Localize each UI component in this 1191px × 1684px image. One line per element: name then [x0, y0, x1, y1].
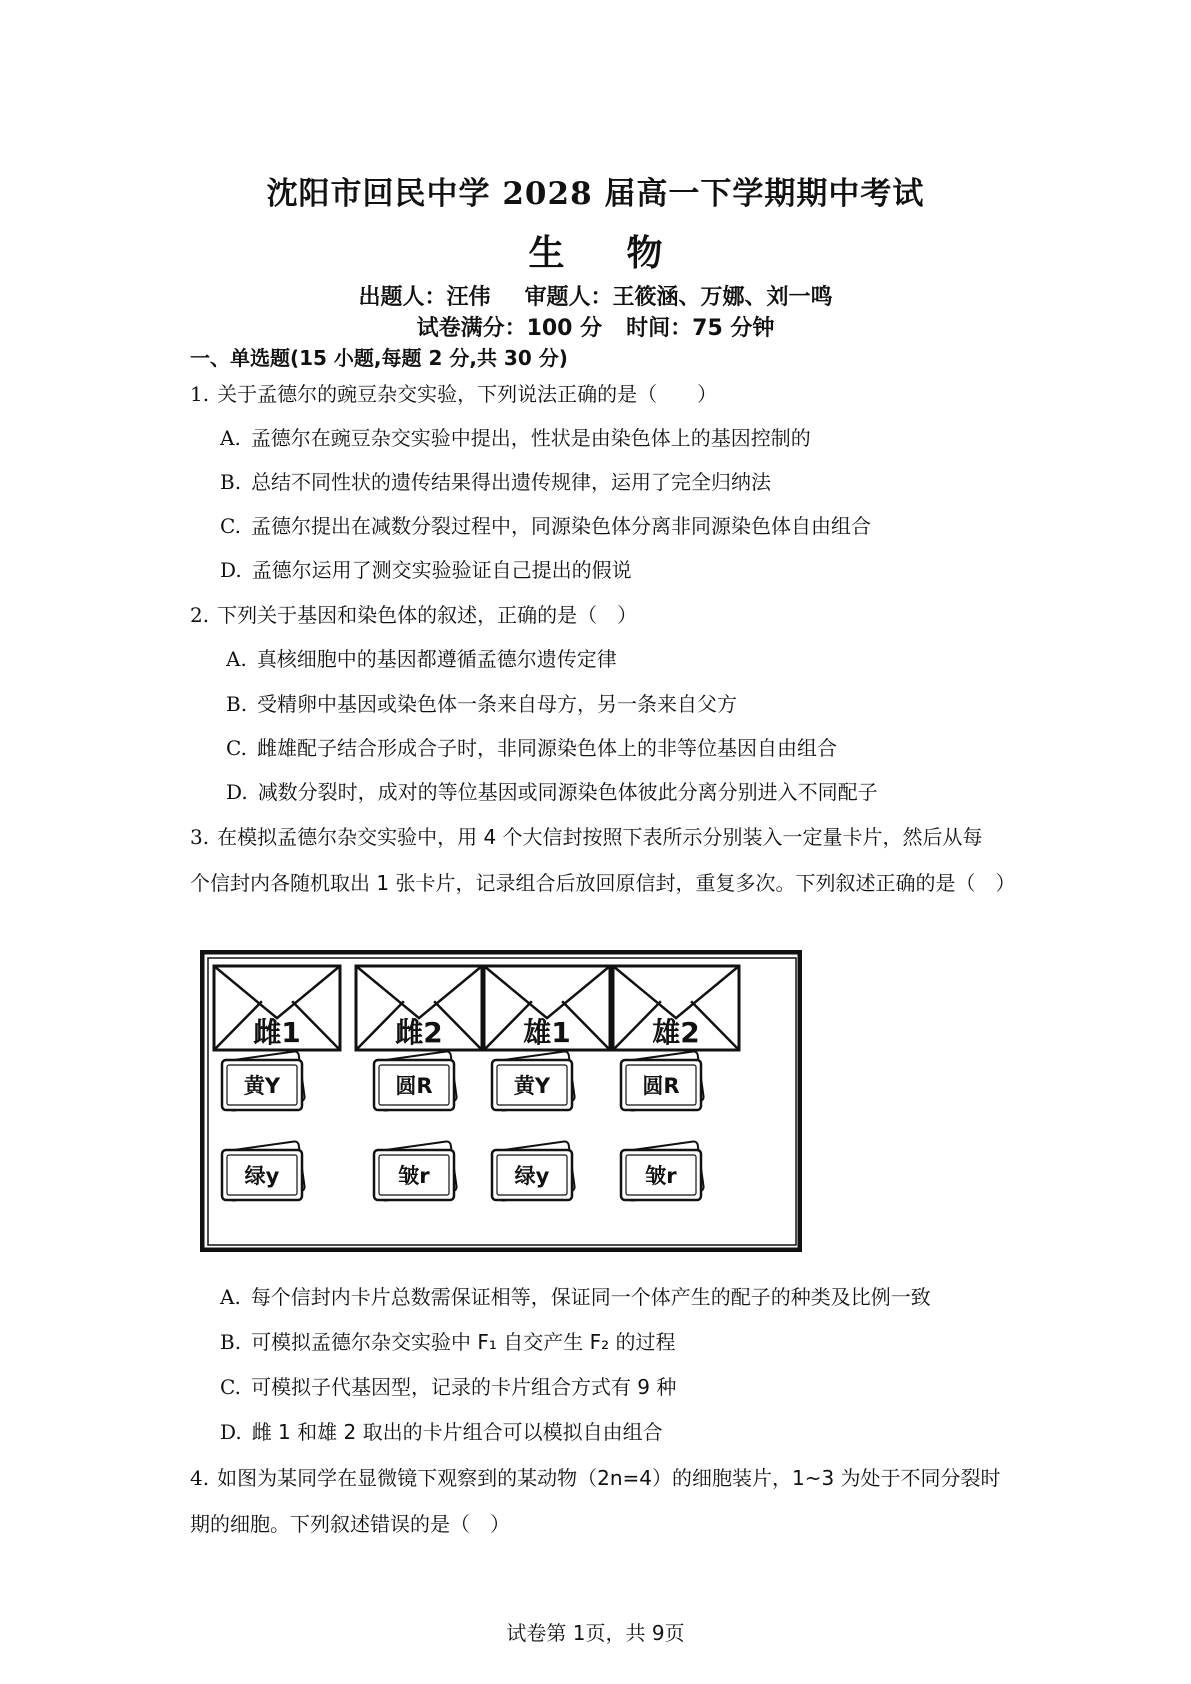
card-label: 圆R	[642, 1074, 680, 1098]
option-text: 孟德尔提出在减数分裂过程中，同源染色体分离非同源染色体自由组合	[250, 514, 871, 538]
question-1-option-c	[220, 510, 871, 539]
envelope-label: 雌2	[395, 1016, 443, 1049]
question-number: 3.	[190, 825, 210, 849]
question-text: 关于孟德尔的豌豆杂交实验，下列说法正确的是（ ）	[217, 382, 718, 406]
time-text: 时间：75 分钟	[626, 316, 775, 341]
option-letter: B.	[220, 470, 242, 494]
question-text: 在模拟孟德尔杂交实验中，用 4 个大信封按照下表所示分别装入一定量卡片，然后从每	[217, 825, 983, 849]
score-line	[0, 311, 1191, 342]
question-3-option-c	[220, 1371, 676, 1400]
card-stack	[222, 1141, 305, 1201]
question-text: 如图为某同学在显微镜下观察到的某动物（2n=4）的细胞装片，1~3 为处于不同分裂时	[217, 1466, 1001, 1490]
section-heading: 一、单选题(15 小题,每题 2 分,共 30 分)	[190, 346, 568, 370]
option-letter: C.	[220, 514, 241, 538]
envelope-label: 雄1	[523, 1016, 571, 1049]
reviewer-text: 审题人：王筱涵、万娜、刘一鸣	[524, 285, 833, 310]
card-label: 皱r	[398, 1164, 430, 1188]
question-3-option-a	[220, 1281, 931, 1310]
option-letter: D.	[226, 780, 248, 804]
option-letter: B.	[220, 1330, 242, 1354]
envelope	[484, 966, 610, 1050]
option-letter: A.	[220, 1285, 241, 1309]
option-text: 减数分裂时，成对的等位基因或同源染色体彼此分离分别进入不同配子	[257, 780, 878, 804]
option-letter: C.	[220, 1375, 241, 1399]
option-letter: D.	[220, 1420, 242, 1444]
card-stack	[621, 1051, 704, 1111]
question-2-option-a	[226, 643, 617, 672]
question-2-option-d	[226, 776, 878, 805]
question-4-stem-line-1	[190, 1462, 1001, 1491]
envelope-card-figure	[200, 950, 802, 1252]
envelope-label: 雄2	[652, 1016, 700, 1049]
question-number: 1.	[190, 382, 210, 406]
subject-char-2: 物	[626, 232, 663, 274]
question-3-option-b	[220, 1326, 676, 1355]
question-1-option-b	[220, 466, 771, 495]
option-text: 每个信封内卡片总数需保证相等，保证同一个体产生的配子的种类及比例一致	[250, 1285, 931, 1309]
option-text: 可模拟子代基因型，记录的卡片组合方式有 9 种	[250, 1375, 677, 1399]
option-letter: B.	[226, 692, 248, 716]
option-letter: C.	[226, 736, 247, 760]
question-4-stem-line-2: 期的细胞。下列叙述错误的是（ ）	[190, 1512, 510, 1536]
question-3-stem-line-2: 个信封内各随机取出 1 张卡片，记录组合后放回原信封，重复多次。下列叙述正确的是（ ）	[190, 871, 1016, 895]
authors-line	[0, 280, 1191, 311]
question-3-option-d	[220, 1416, 663, 1445]
card-stack	[374, 1141, 457, 1201]
option-text: 雌 1 和雄 2 取出的卡片组合可以模拟自由组合	[251, 1420, 663, 1444]
question-number: 2.	[190, 603, 210, 627]
card-stack	[374, 1051, 457, 1111]
envelope	[613, 966, 739, 1050]
exam-title: 沈阳市回民中学 2028 届高一下学期期中考试	[266, 176, 925, 212]
option-letter: A.	[226, 647, 247, 671]
card-stack	[492, 1051, 575, 1111]
card-label: 圆R	[395, 1074, 433, 1098]
option-text: 可模拟孟德尔杂交实验中 F₁ 自交产生 F₂ 的过程	[251, 1330, 676, 1354]
question-text: 下列关于基因和染色体的叙述，正确的是（ ）	[217, 603, 638, 627]
setter-text: 出题人：汪伟	[358, 285, 491, 310]
card-label: 皱r	[645, 1164, 677, 1188]
envelope	[356, 966, 482, 1050]
option-letter: D.	[220, 558, 242, 582]
card-stack	[222, 1051, 305, 1111]
page-footer: 试卷第 1页，共 9页	[506, 1621, 685, 1645]
question-3-stem-line-1	[190, 821, 983, 850]
card-stack	[621, 1141, 704, 1201]
question-1-option-d	[220, 554, 632, 583]
question-1-stem	[190, 378, 717, 407]
envelope-label: 雌1	[253, 1016, 301, 1049]
question-2-option-c	[226, 732, 837, 761]
card-label: 黄Y	[513, 1074, 551, 1098]
question-1-option-a	[220, 422, 811, 451]
subject-title	[0, 225, 1191, 276]
card-stack	[492, 1141, 575, 1201]
card-label: 黄Y	[243, 1074, 281, 1098]
option-text: 真核细胞中的基因都遵循孟德尔遗传定律	[256, 647, 617, 671]
option-letter: A.	[220, 426, 241, 450]
card-label: 绿y	[244, 1164, 280, 1188]
full-score-text: 试卷满分：100 分	[416, 316, 603, 341]
option-text: 受精卵中基因或染色体一条来自母方，另一条来自父方	[257, 692, 738, 716]
question-number: 4.	[190, 1466, 210, 1490]
option-text: 孟德尔在豌豆杂交实验中提出，性状是由染色体上的基因控制的	[250, 426, 811, 450]
option-text: 总结不同性状的遗传结果得出遗传规律，运用了完全归纳法	[251, 470, 772, 494]
card-label: 绿y	[514, 1164, 550, 1188]
envelope	[214, 966, 340, 1050]
question-2-stem	[190, 599, 637, 628]
subject-char-1: 生	[528, 232, 565, 274]
question-2-option-b	[226, 688, 737, 717]
option-text: 孟德尔运用了测交实验验证自己提出的假说	[251, 558, 632, 582]
option-text: 雌雄配子结合形成合子时，非同源染色体上的非等位基因自由组合	[256, 736, 837, 760]
